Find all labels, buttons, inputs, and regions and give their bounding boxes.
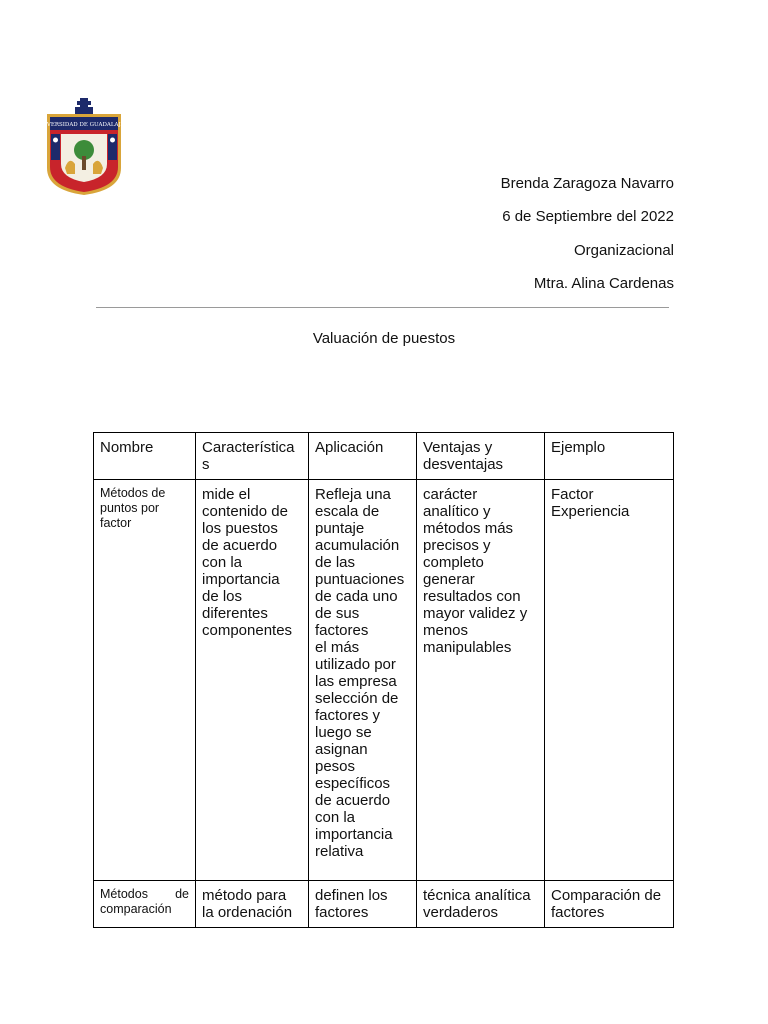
cell-ventajas: técnica analítica verdaderos xyxy=(417,881,545,928)
university-logo xyxy=(35,98,133,196)
cell-nombre-line xyxy=(100,887,189,902)
cell-nombre: Métodos de puntos por factor xyxy=(94,480,196,881)
cell-nombre-word: comparación xyxy=(100,902,172,916)
document-header xyxy=(501,176,674,309)
header-cell-aplicacion: Aplicación xyxy=(309,433,417,480)
job-evaluation-table xyxy=(93,432,674,928)
cell-ejemplo: Factor Experiencia xyxy=(545,480,674,881)
table-header-row xyxy=(94,433,674,480)
document-date: 6 de Septiembre del 2022 xyxy=(502,208,674,226)
author-name: Brenda Zaragoza Navarro xyxy=(500,175,674,192)
header-cell-ventajas: Ventajas y desventajas xyxy=(417,433,545,480)
cell-aplicacion: definen los factores xyxy=(309,881,417,928)
course-name: Organizacional xyxy=(573,241,674,259)
cell-ejemplo: Comparación de factores xyxy=(545,881,674,928)
teacher-name: Mtra. Alina Cardenas xyxy=(533,274,674,292)
cell-nombre-word: Métodos xyxy=(100,887,148,901)
table-row xyxy=(94,480,674,881)
cell-nombre xyxy=(94,881,196,928)
cell-caracteristicas: mide el contenido de los puestos de acuerdo con la importancia de los diferentes componentes xyxy=(196,480,309,881)
header-cell-nombre: Nombre xyxy=(94,433,196,480)
cell-caracteristicas: método para la ordenación xyxy=(196,881,309,928)
cell-ventajas: carácter analítico y métodos más precisos y completo generar resultados con mayor validez y menos manipulables xyxy=(417,480,545,881)
header-cell-ejemplo: Ejemplo xyxy=(545,433,674,480)
cell-aplicacion: Refleja una escala de puntaje acumulación de las puntuaciones de cada uno de sus factores el más utilizado por las empresa selección de factores y luego se asignan pesos específicos de acuerdo con la importancia relativa xyxy=(309,480,417,881)
divider-line xyxy=(96,307,669,308)
table-row xyxy=(94,881,674,928)
document-title: Valuación de puestos xyxy=(312,330,456,347)
svg-text:UNIVERSIDAD DE GUADALAJARA: UNIVERSIDAD DE GUADALAJARA xyxy=(35,122,133,128)
cell-nombre-word: de xyxy=(175,887,189,901)
header-cell-caracteristicas: Característica s xyxy=(196,433,309,480)
